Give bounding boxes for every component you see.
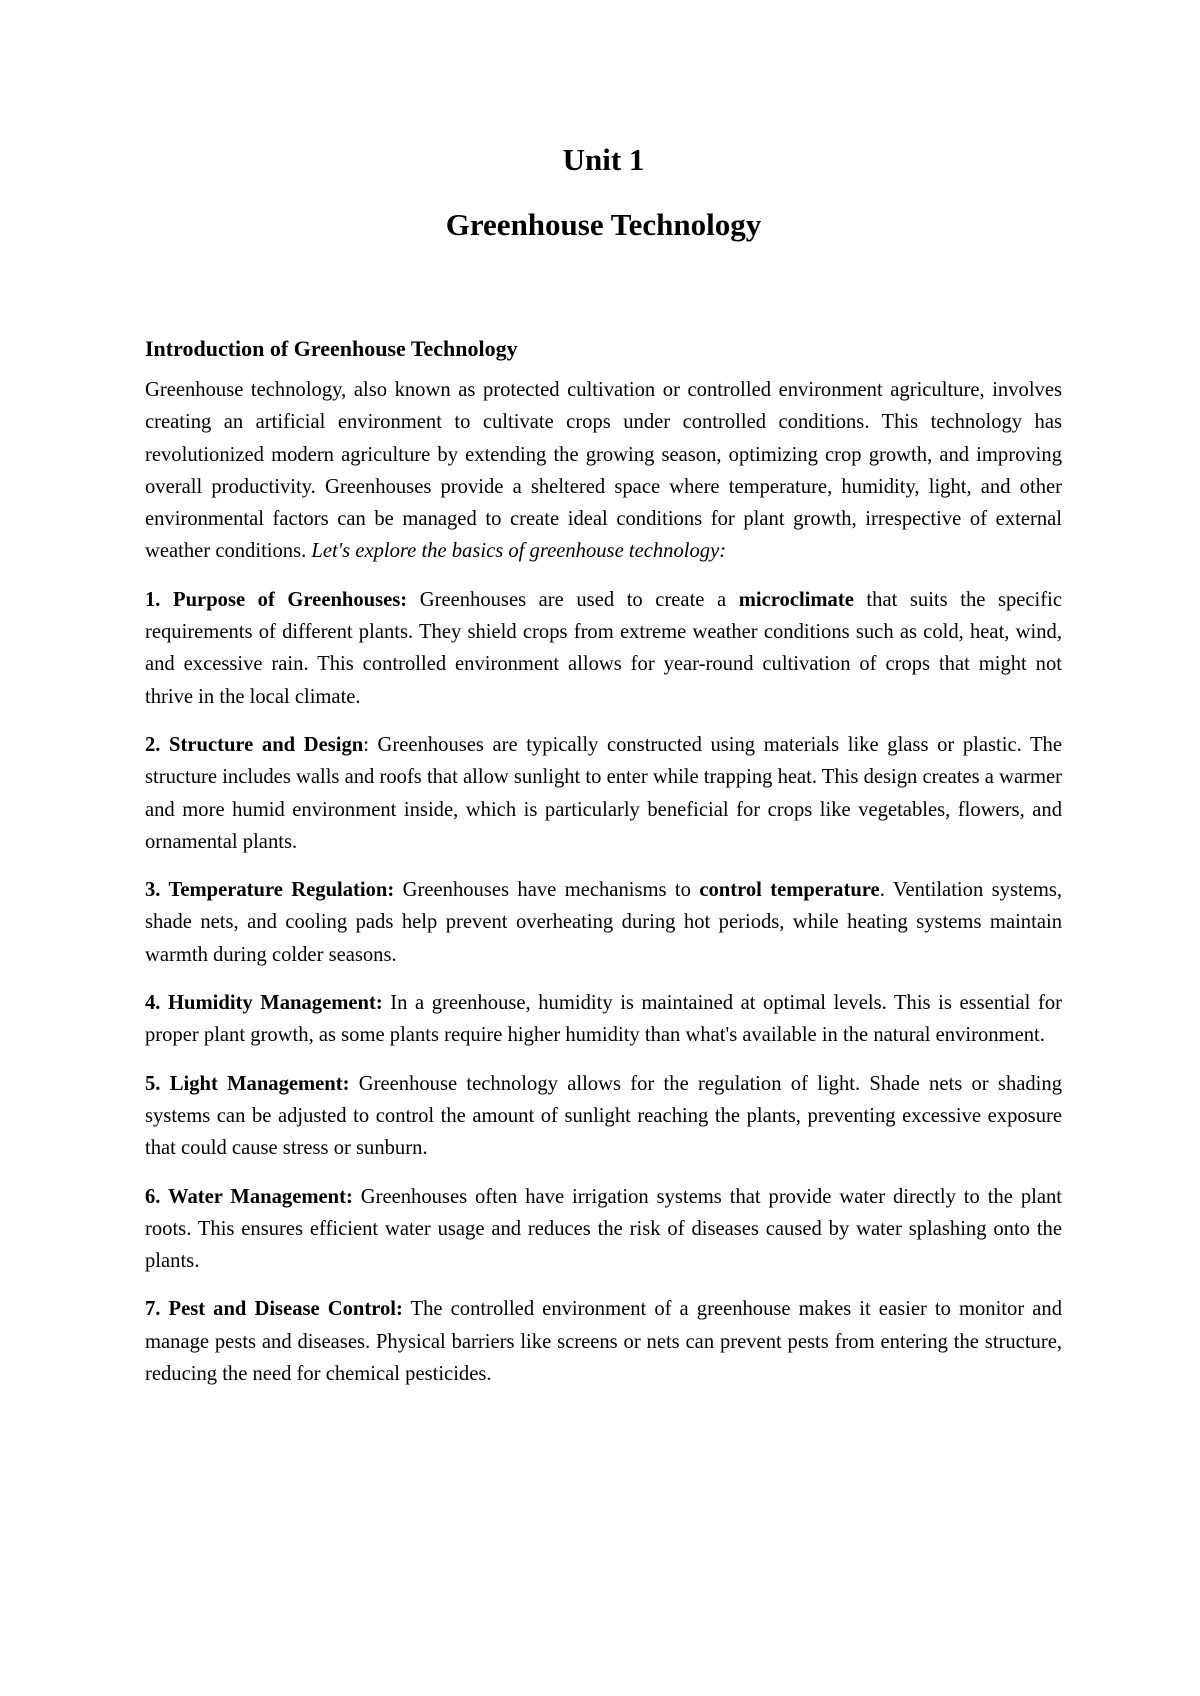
intro-emphasis: Let's explore the basics of greenhouse technology: [311,540,727,563]
point-text-after: . Ventilation systems, shade nets, and cooling pads help prevent overheating during hot periods, while heating systems maintain warmth during colder seasons. [145,879,1063,966]
point-lead: 5. Light Management: [145,1072,350,1095]
point-purpose [145,584,1062,713]
point-lead: 7. Pest and Disease Control: [145,1298,403,1321]
point-text: Greenhouses are used to create a [407,588,739,611]
point-text: Greenhouses often have irrigation systems that provide water directly to the plant roots. This ensures efficient water usage and reduces the risk of diseases caused by water splashing onto the plants. [145,1185,1062,1273]
point-water [145,1181,1062,1278]
intro-paragraph [145,374,1062,568]
page-title: Greenhouse Technology [445,207,762,242]
point-temperature [145,874,1062,971]
point-strong: microclimate [738,588,854,611]
point-pest [145,1293,1062,1390]
section-heading: Introduction of Greenhouse Technology [145,336,518,361]
point-light [145,1068,1062,1165]
point-structure [145,729,1062,858]
unit-title: Unit 1 [562,142,645,177]
point-text: The controlled environment of a greenhouse makes it easier to monitor and manage pests and diseases. Physical barriers like screens or nets can prevent pests from entering the structure, reducing the need for chemical pesticides. [145,1298,1062,1386]
point-strong: control temperature [699,879,880,902]
point-text: In a greenhouse, humidity is maintained at optimal levels. This is essential for proper plant growth, as some plants require higher humidity than what's available in the natural environment. [145,992,1062,1047]
point-lead: 6. Water Management: [145,1185,353,1208]
point-lead: 1. Purpose of Greenhouses: [145,588,408,611]
intro-text: Greenhouse technology, also known as protected cultivation or controlled environment agriculture, involves creating an artificial environment to cultivate crops under controlled conditions. This technology has revolutionized modern agriculture by extending the growing season, optimizing crop growth, and improving overall productivity. Greenhouses provide a sheltered space where temperature, humidity, light, and other environmental factors can be managed to create ideal conditions for plant growth, irrespective of external weather conditions. [145,379,1062,563]
point-lead: 2. Structure and Design [145,733,364,756]
point-lead: 4. Humidity Management: [145,992,383,1015]
point-text: Greenhouse technology allows for the regulation of light. Shade nets or shading systems can be adjusted to control the amount of sunlight reaching the plants, preventing excessive exposure that could cause stress or sunburn. [145,1072,1062,1160]
point-humidity [145,987,1062,1052]
point-text: Greenhouses have mechanisms to [394,879,700,902]
point-text: : Greenhouses are typically constructed using materials like glass or plastic. The structure includes walls and roofs that allow sunlight to enter while trapping heat. This design creates a warmer and more humid environment inside, which is particularly beneficial for crops like vegetables, flowers, and ornamental plants. [145,733,1062,853]
point-lead: 3. Temperature Regulation: [145,879,395,902]
document-page [145,140,1062,1390]
point-text-after: that suits the specific requirements of different plants. They shield crops from extreme weather conditions such as cold, heat, wind, and excessive rain. This controlled environment allows for year-round cultivation of crops that might not thrive in the local climate. [145,588,1062,708]
